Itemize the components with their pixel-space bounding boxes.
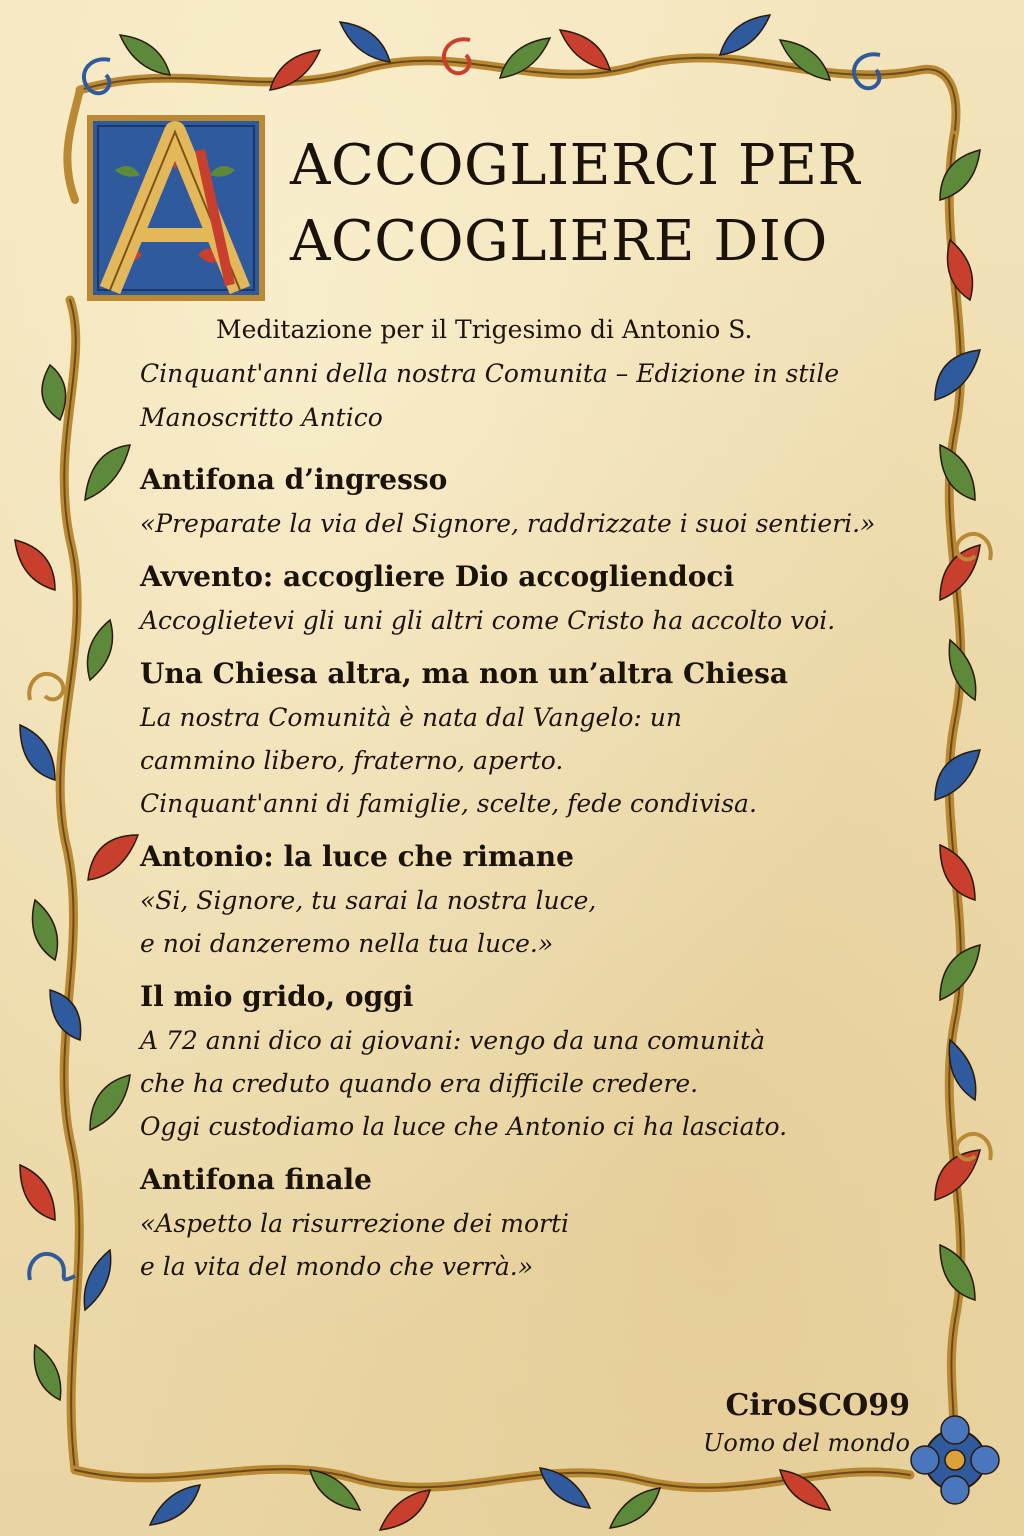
section-body xyxy=(140,696,910,825)
signature xyxy=(640,1386,910,1460)
subtitle-edizione: Cinquant'anni della nostra Comunita – Edizione in stile Manoscritto Antico xyxy=(140,359,840,432)
section-line: Oggi custodiamo la luce che Antonio ci ha lasciato. xyxy=(140,1112,788,1141)
title-line-2: ACCOGLIERE DIO xyxy=(290,209,828,274)
illuminated-initial-a xyxy=(80,110,270,305)
section-line: che ha creduto quando era difficile credere. xyxy=(140,1069,699,1098)
section-body xyxy=(140,599,910,642)
section-line: «Si, Signore, tu sarai la nostra luce, xyxy=(140,886,597,915)
section-line: La nostra Comunità è nata dal Vangelo: un xyxy=(140,703,682,732)
section-line: A 72 anni dico ai giovani: vengo da una comunità xyxy=(140,1026,766,1055)
section-heading: Antifona d’ingresso xyxy=(140,463,448,496)
signature-name: CiroSCO99 xyxy=(725,1388,910,1423)
section-body xyxy=(140,879,910,965)
section-line: Cinquant'anni di famiglie, scelte, fede condivisa. xyxy=(140,789,757,818)
section-heading: Avvento: accogliere Dio accogliendoci xyxy=(140,560,735,593)
section-antifona-ingresso xyxy=(140,458,910,545)
section-chiesa-altra xyxy=(140,652,910,825)
title-line-1: ACCOGLIERCI PER xyxy=(290,133,861,198)
section-heading: Antonio: la luce che rimane xyxy=(140,840,574,873)
section-line: e la vita del mondo che verrà.» xyxy=(140,1252,534,1281)
section-line: «Preparate la via del Signore, raddrizzate i suoi sentieri.» xyxy=(140,509,876,538)
section-antonio-luce xyxy=(140,835,910,965)
section-antifona-finale xyxy=(140,1158,910,1288)
signature-tagline: Uomo del mondo xyxy=(703,1429,910,1457)
section-body xyxy=(140,502,910,545)
section-body xyxy=(140,1202,910,1288)
section-body xyxy=(140,1019,910,1148)
section-avvento xyxy=(140,555,910,642)
section-line: cammino libero, fraterno, aperto. xyxy=(140,746,564,775)
subtitle xyxy=(140,308,900,440)
section-heading: Antifona finale xyxy=(140,1163,372,1196)
section-mio-grido xyxy=(140,975,910,1148)
section-heading: Una Chiesa altra, ma non un’altra Chiesa xyxy=(140,657,788,690)
corner-flower-icon xyxy=(911,1416,999,1504)
document-title xyxy=(290,128,940,280)
sections xyxy=(140,458,910,1298)
section-line: e noi danzeremo nella tua luce.» xyxy=(140,929,554,958)
section-line: Accoglietevi gli uni gli altri come Cristo ha accolto voi. xyxy=(140,606,836,635)
subtitle-meditazione: Meditazione per il Trigesimo di Antonio S. xyxy=(216,315,753,344)
section-line: «Aspetto la risurrezione dei morti xyxy=(140,1209,570,1238)
section-heading: Il mio grido, oggi xyxy=(140,980,414,1013)
